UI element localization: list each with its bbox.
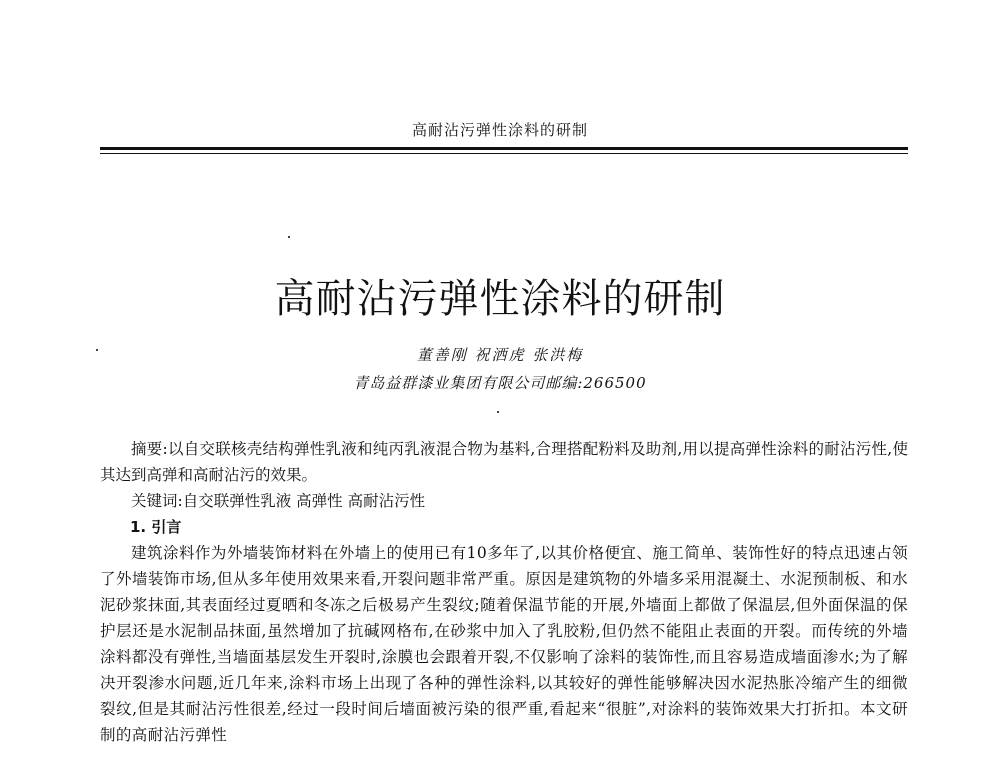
- author-list: 董善刚 祝洒虎 张洪梅: [416, 346, 584, 364]
- header-rule-thin: [100, 153, 908, 154]
- keywords: 关键词:自交联弹性乳液 高弹性 高耐沾污性: [131, 492, 426, 510]
- scan-speck: [288, 236, 290, 238]
- scan-speck: [497, 411, 499, 413]
- header-rule-thick: [100, 147, 908, 150]
- section-paragraph: 建筑涂料作为外墙装饰材料在外墙上的使用已有10多年了,以其价格便宜、施工简单、装饰性好的特点迅速占领了外墙装饰市场,但从多年使用效果来看,开裂问题非常严重。原因是建筑物的外墙多采用混凝土、水泥预制板、和水泥砂浆抹面,其表面经过夏晒和冬冻之后极易产生裂纹;随着保温节能的开展,外墙面上都做了保温层,但外面保温的保护层还是水泥制品抹面,虽然增加了抗碱网格布,在砂浆中加入了乳胶粉,但仍然不能阻止表面的开裂。而传统的外墙涂料都没有弹性,当墙面基层发生开裂时,涂膜也会跟着开裂,不仅影响了涂料的装饰性,而且容易造成墙面渗水;为了解决开裂渗水问题,近几年来,涂料市场上出现了各种的弹性涂料,以其较好的弹性能够解决因水泥热胀冷缩产生的细微裂纹,但是其耐沾污性很差,经过一段时间后墙面被污染的很严重,看起来“很脏”,对涂料的装饰效果大打折扣。本文研制的高耐沾污弹性: [100, 544, 908, 744]
- paper-title: 高耐沾污弹性涂料的研制: [274, 276, 726, 322]
- running-head: 高耐沾污弹性涂料的研制: [411, 121, 588, 139]
- abstract: 摘要:以自交联核壳结构弹性乳液和纯丙乳液混合物为基料,合理搭配粉料及助剂,用以提高弹性涂料的耐沾污性,使其达到高弹和高耐沾污的效果。: [100, 440, 908, 484]
- section-heading: 1. 引言: [130, 518, 182, 536]
- paper-body: [100, 436, 908, 748]
- affiliation: 青岛益群漆业集团有限公司邮编:266500: [353, 374, 647, 392]
